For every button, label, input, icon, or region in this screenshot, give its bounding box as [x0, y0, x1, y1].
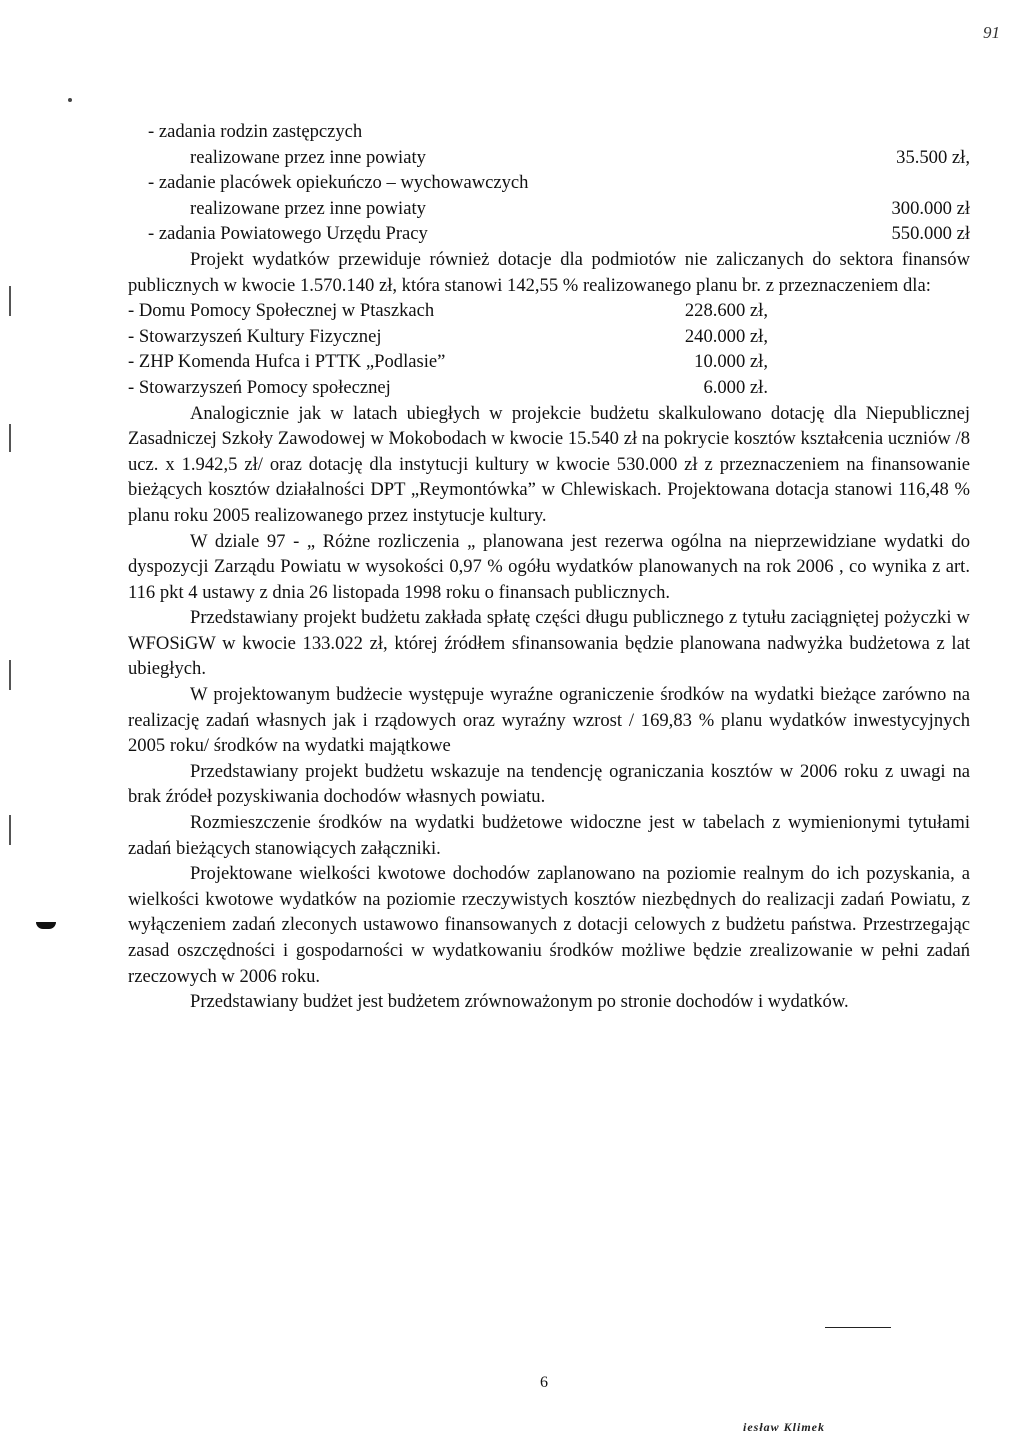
list-item: - zadania rodzin zastępczych — [148, 121, 363, 142]
scan-edge-mark — [9, 286, 11, 316]
subsidy-list — [128, 298, 970, 400]
list-item: - zadanie placówek opiekuńczo – wychowawczych — [148, 172, 529, 194]
list-item: - Domu Pomocy Społecznej w Ptaszkach 228.600 zł, — [128, 300, 768, 322]
paragraph-balanced-budget: Przedstawiany budżet jest budżetem zrównoważonym po stronie dochodów i wydatków. — [190, 991, 849, 1013]
signature-stamp: iesław Klimek — [743, 1420, 825, 1434]
paragraph-debt-repayment: Przedstawiany projekt budżetu zakłada spłatę części długu publicznego z tytułu zaciągniętej pożyczki w WFOSiGW w kwocie 133.022 zł, której źródłem sfinansowania będzie planowana nadwyżka budżetowa z lat ubiegłych. — [128, 607, 970, 680]
signature-line — [825, 1327, 891, 1328]
paragraph-realistic-amounts: Projektowane wielkości kwotowe dochodów zaplanowano na poziomie realnym do ich pozyskania, a wielkości kwotowe wydatków na poziomie rzeczywistych kosztów niezbędnych do realizacji zadań Powiatu, z wyłączeniem zadań zleconych ustawowo finansowanych z dotacji celowych z budżetu państwa. Przestrzegając zasad oszczędności i gospodarności w wydatkowaniu środków możliwe będzie zrealizowanie w pełni zadań rzeczowych w 2006 roku. — [128, 863, 970, 987]
list-item: realizowane przez inne powiaty 35.500 zł, — [190, 146, 970, 168]
scan-edge-mark — [9, 424, 11, 452]
list-item: realizowane przez inne powiaty 300.000 zł — [190, 197, 970, 219]
paragraph-cost-tendency: Przedstawiany projekt budżetu wskazuje na tendencję ograniczania kosztów w 2006 roku z uwagi na brak źródeł pozyskiwania dochodów własnych powiatu. — [128, 760, 970, 808]
document-body — [128, 119, 970, 1015]
paragraph-expenditure-structure: W projektowanym budżecie występuje wyraźne ograniczenie środków na wydatki bieżące zarówno na realizację zadań własnych jak i rządowych oraz wyraźny wzrost / 169,83 % planu wydatków inwestycyjnych 2005 roku/ środków na wydatki majątkowe — [128, 684, 970, 757]
scan-blot-mark — [36, 922, 56, 929]
scan-edge-mark — [9, 660, 11, 690]
list-item: - ZHP Komenda Hufca i PTTK „Podlasie” 10.000 zł, — [128, 351, 768, 373]
list-item: - Stowarzyszeń Pomocy społecznej 6.000 zł. — [128, 376, 768, 398]
task-list — [128, 119, 970, 247]
scan-dot-mark — [68, 98, 72, 102]
list-item: - Stowarzyszeń Kultury Fizycznej 240.000 zł, — [128, 325, 768, 347]
paragraph-subsidies: Projekt wydatków przewiduje również dotacje dla podmiotów nie zaliczanych do sektora finansów publicznych w kwocie 1.570.140 zł, która stanowi 142,55 % realizowanego planu br. z przeznaczeniem dla: — [128, 248, 970, 296]
paragraph-reserve: W dziale 97 - „ Różne rozliczenia „ planowana jest rezerwa ogólna na nieprzewidziane wydatki do dyspozycji Zarządu Powiatu w wysokości 0,97 % ogółu wydatków planowanych na rok 2006 , co wynika z art. 116 pkt 4 ustawy z dnia 26 listopada 1998 roku o finansach publicznych. — [128, 530, 970, 603]
page-number: 6 — [540, 1374, 548, 1391]
paragraph-tables: Rozmieszczenie środków na wydatki budżetowe widoczne jest w tabelach z wymienionymi tytułami zadań bieżących stanowiących załączniki. — [128, 812, 970, 859]
handwritten-page-mark: 91 — [983, 23, 1000, 42]
paragraph-school-subsidy: Analogicznie jak w latach ubiegłych w projekcie budżetu skalkulowano dotację dla Niepublicznej Zasadniczej Szkoły Zawodowej w Mokobodach w kwocie 15.540 zł na pokrycie kosztów kształcenia uczniów /8 ucz. x 1.942,5 zł/ oraz dotację dla instytucji kultury w kwocie 530.000 zł z przeznaczeniem na finansowanie bieżących kosztów działalności DPT „Reymontówka” w Chlewiskach. Projektowana dotacja stanowi 116,48 % planu roku 2005 realizowanego przez instytucje kultury. — [128, 402, 970, 526]
list-item: - zadania Powiatowego Urzędu Pracy 550.000 zł — [148, 223, 970, 245]
scan-edge-mark — [9, 815, 11, 845]
